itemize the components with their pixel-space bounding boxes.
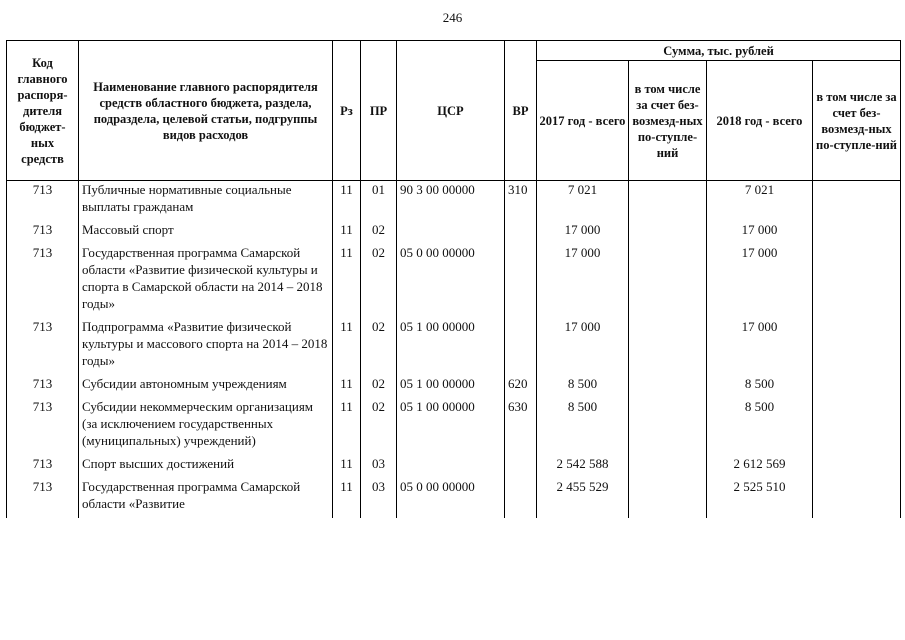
- cell-2017-grants: [629, 455, 707, 478]
- header-2017-grants: в том числе за счет без-возмезд-ных по-ступле-ний: [629, 61, 707, 181]
- cell-csr: 05 1 00 00000: [397, 398, 505, 455]
- cell-pr: 01: [361, 181, 397, 222]
- cell-2017-grants: [629, 375, 707, 398]
- table-row: [7, 375, 901, 398]
- header-code: Код главного распоря-дителя бюджет-ных средств: [7, 41, 79, 181]
- cell-code: 713: [7, 478, 79, 518]
- cell-vr: 620: [505, 375, 537, 398]
- cell-vr: [505, 318, 537, 375]
- cell-2017-grants: [629, 221, 707, 244]
- cell-2018-grants: [813, 318, 901, 375]
- cell-vr: [505, 455, 537, 478]
- cell-code: 713: [7, 318, 79, 375]
- cell-2017-total: 7 021: [537, 181, 629, 222]
- cell-pr: 03: [361, 478, 397, 518]
- cell-csr: 05 0 00 00000: [397, 244, 505, 318]
- cell-rz: 11: [333, 244, 361, 318]
- cell-vr: [505, 478, 537, 518]
- cell-name: Государственная программа Самарской области «Развитие физической культуры и спорта в Самарской области на 2014 – 2018 годы»: [79, 244, 333, 318]
- header-2018-total: 2018 год - всего: [707, 61, 813, 181]
- cell-csr: 90 3 00 00000: [397, 181, 505, 222]
- cell-2017-grants: [629, 244, 707, 318]
- cell-2018-grants: [813, 478, 901, 518]
- cell-name: Массовый спорт: [79, 221, 333, 244]
- cell-2018-grants: [813, 398, 901, 455]
- cell-name: Субсидии некоммерческим организациям (за исключением государственных (муниципальных) учреждений): [79, 398, 333, 455]
- cell-2017-grants: [629, 318, 707, 375]
- cell-vr: 630: [505, 398, 537, 455]
- cell-name: Государственная программа Самарской области «Развитие: [79, 478, 333, 518]
- cell-pr: 02: [361, 318, 397, 375]
- cell-2018-total: 17 000: [707, 318, 813, 375]
- table-row: [7, 318, 901, 375]
- cell-2018-total: 7 021: [707, 181, 813, 222]
- budget-table: [6, 40, 901, 518]
- page-number: 246: [442, 10, 463, 25]
- cell-2017-grants: [629, 181, 707, 222]
- cell-2017-total: 17 000: [537, 244, 629, 318]
- table-row: [7, 478, 901, 518]
- header-2018-grants: в том числе за счет без-возмезд-ных по-ступле-ний: [813, 61, 901, 181]
- header-rz: Рз: [333, 41, 361, 181]
- cell-2018-grants: [813, 244, 901, 318]
- cell-code: 713: [7, 181, 79, 222]
- cell-2017-grants: [629, 478, 707, 518]
- cell-2017-total: 2 542 588: [537, 455, 629, 478]
- cell-pr: 02: [361, 398, 397, 455]
- cell-rz: 11: [333, 181, 361, 222]
- cell-2018-total: 17 000: [707, 221, 813, 244]
- cell-2018-total: 17 000: [707, 244, 813, 318]
- cell-vr: 310: [505, 181, 537, 222]
- cell-2018-grants: [813, 455, 901, 478]
- cell-2017-total: 8 500: [537, 375, 629, 398]
- cell-2018-grants: [813, 181, 901, 222]
- cell-code: 713: [7, 375, 79, 398]
- cell-name: Подпрограмма «Развитие физической культуры и массового спорта на 2014 – 2018 годы»: [79, 318, 333, 375]
- cell-2018-total: 8 500: [707, 398, 813, 455]
- cell-name: Спорт высших достижений: [79, 455, 333, 478]
- table-header: [7, 41, 901, 181]
- cell-csr: 05 1 00 00000: [397, 318, 505, 375]
- cell-2018-total: 8 500: [707, 375, 813, 398]
- cell-name: Субсидии автономным учреждениям: [79, 375, 333, 398]
- cell-csr: 05 1 00 00000: [397, 375, 505, 398]
- header-vr: ВР: [505, 41, 537, 181]
- cell-2017-total: 8 500: [537, 398, 629, 455]
- cell-rz: 11: [333, 375, 361, 398]
- cell-rz: 11: [333, 478, 361, 518]
- cell-rz: 11: [333, 398, 361, 455]
- cell-2017-grants: [629, 398, 707, 455]
- cell-pr: 02: [361, 221, 397, 244]
- table-row: [7, 455, 901, 478]
- table-row: [7, 181, 901, 222]
- cell-code: 713: [7, 244, 79, 318]
- table-row: [7, 398, 901, 455]
- cell-2017-total: 2 455 529: [537, 478, 629, 518]
- cell-csr: [397, 221, 505, 244]
- cell-code: 713: [7, 221, 79, 244]
- cell-pr: 02: [361, 375, 397, 398]
- cell-2017-total: 17 000: [537, 318, 629, 375]
- cell-2018-grants: [813, 221, 901, 244]
- header-name: Наименование главного распорядителя средств областного бюджета, раздела, подраздела, целевой статьи, подгруппы видов расходов: [79, 41, 333, 181]
- cell-vr: [505, 244, 537, 318]
- cell-2018-total: 2 612 569: [707, 455, 813, 478]
- header-csr: ЦСР: [397, 41, 505, 181]
- header-pr: ПР: [361, 41, 397, 181]
- cell-pr: 02: [361, 244, 397, 318]
- cell-rz: 11: [333, 221, 361, 244]
- cell-code: 713: [7, 398, 79, 455]
- cell-rz: 11: [333, 318, 361, 375]
- cell-csr: 05 0 00 00000: [397, 478, 505, 518]
- cell-2018-total: 2 525 510: [707, 478, 813, 518]
- cell-2017-total: 17 000: [537, 221, 629, 244]
- cell-vr: [505, 221, 537, 244]
- cell-pr: 03: [361, 455, 397, 478]
- cell-csr: [397, 455, 505, 478]
- table-row: [7, 244, 901, 318]
- header-sum: Сумма, тыс. рублей: [537, 41, 901, 61]
- table-row: [7, 221, 901, 244]
- cell-rz: 11: [333, 455, 361, 478]
- cell-code: 713: [7, 455, 79, 478]
- header-2017-total: 2017 год - всего: [537, 61, 629, 181]
- cell-2018-grants: [813, 375, 901, 398]
- cell-name: Публичные нормативные социальные выплаты гражданам: [79, 181, 333, 222]
